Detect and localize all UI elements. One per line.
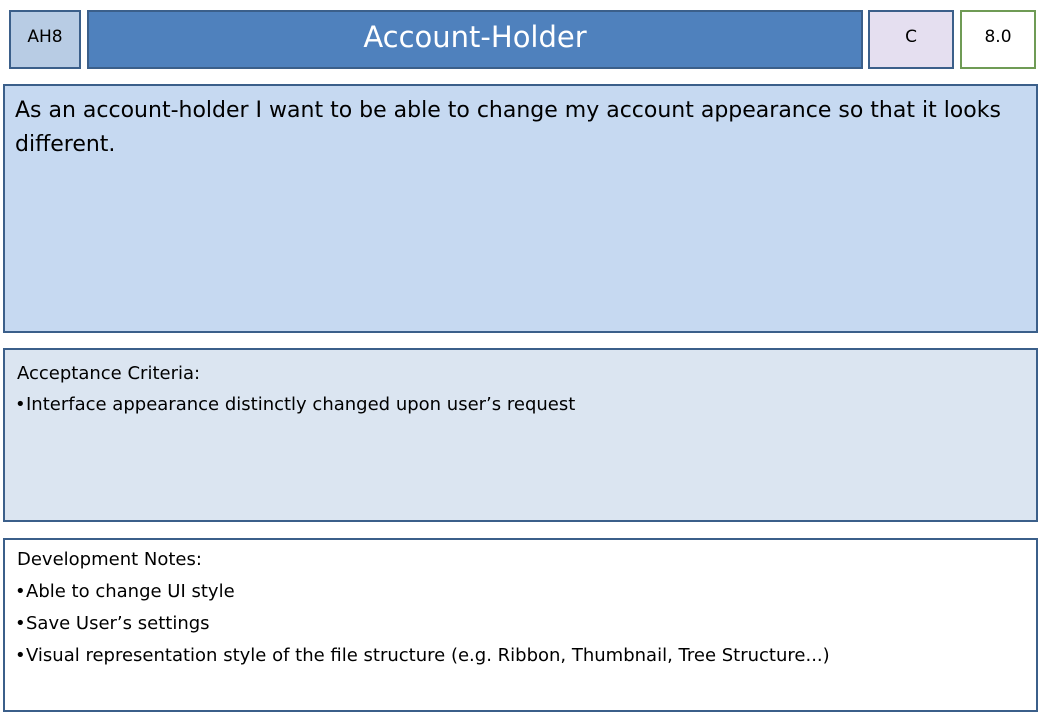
list-item: • Save User’s settings	[17, 608, 1024, 640]
story-title: Account-Holder	[363, 19, 587, 54]
acceptance-criteria-box	[3, 348, 1038, 522]
user-story-text: As an account-holder I want to be able to change my account appearance so that it looks different.	[15, 98, 1001, 157]
development-notes-heading: Development Notes:	[17, 549, 202, 570]
acceptance-criteria-heading: Acceptance Criteria:	[17, 363, 201, 384]
list-item: • Interface appearance distinctly changed upon user’s request	[17, 389, 1024, 420]
points-value: 8.0	[984, 26, 1012, 47]
priority-value: C	[905, 26, 917, 47]
priority-box	[868, 10, 954, 69]
user-story-box	[3, 84, 1038, 333]
list-item: • Visual representation style of the file structure (e.g. Ribbon, Thumbnail, Tree Structure...)	[17, 640, 1024, 672]
development-notes-list	[17, 576, 1024, 672]
story-title-box	[87, 10, 863, 69]
development-notes-box	[3, 538, 1038, 712]
list-item: • Able to change UI style	[17, 576, 1024, 608]
acceptance-criteria-list	[17, 389, 1024, 420]
story-id: AH8	[27, 26, 63, 47]
story-id-box	[9, 10, 81, 69]
points-box	[960, 10, 1036, 69]
